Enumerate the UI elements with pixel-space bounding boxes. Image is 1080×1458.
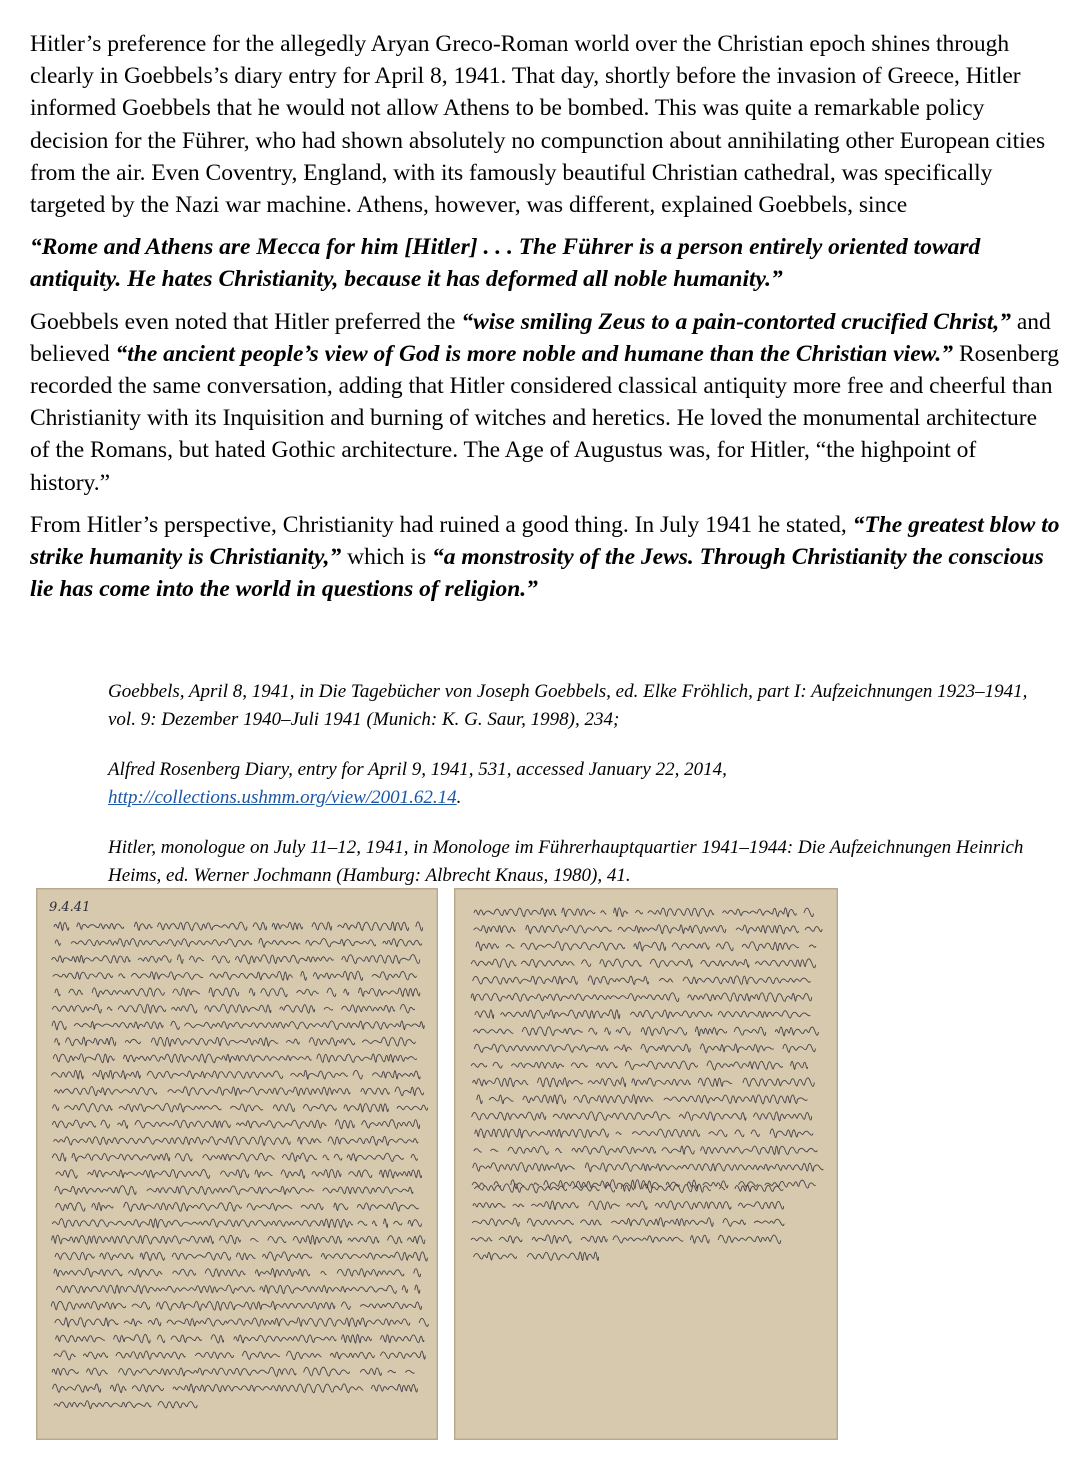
footnote-2-text: Alfred Rosenberg Diary, entry for April 9, 1941, 531, accessed January 22, 2014, xyxy=(108,759,727,780)
handwriting-line xyxy=(476,942,816,951)
handwriting-line xyxy=(472,1218,784,1227)
footnote-1 xyxy=(30,678,1050,734)
handwriting-line xyxy=(54,1087,423,1096)
footnote-1-text: Goebbels, April 8, 1941, in Die Tagebücher von Joseph Goebbels, ed. Elke Fröhlich, part I: Aufzeichnungen 1923–1941, vol. 9: Dezember 1940–Juli 1941 (Munich: K. G. Saur, 1998), 234; xyxy=(108,681,1028,730)
handwriting-line xyxy=(54,1268,421,1277)
handwriting-line xyxy=(52,1021,424,1030)
handwriting-line xyxy=(56,1202,419,1211)
handwriting-line xyxy=(473,1163,824,1172)
p3-text-2: which is xyxy=(341,544,432,571)
handwriting-line xyxy=(51,1301,421,1310)
handwriting-line xyxy=(55,1037,416,1046)
handwriting-line xyxy=(53,1384,426,1393)
handwriting-line xyxy=(477,1095,808,1104)
handwriting-line xyxy=(55,1252,427,1261)
handwriting-line xyxy=(52,1235,425,1244)
handwriting-line xyxy=(51,1070,420,1079)
diary-scan-right xyxy=(454,888,838,1440)
paragraph-2 xyxy=(30,306,1060,499)
handwriting-line xyxy=(55,1186,419,1195)
handwriting-line xyxy=(474,1252,599,1260)
handwriting-line xyxy=(55,988,420,997)
footnote-3 xyxy=(30,834,1050,890)
handwriting-line xyxy=(53,1054,417,1063)
handwriting-line xyxy=(55,1318,436,1327)
handwriting-line xyxy=(52,955,430,964)
p2-quote-1: “wise smiling Zeus to a pain-contorted crucified Christ,” xyxy=(461,308,1011,335)
footnote-2-link[interactable]: http://collections.ushmm.org/view/2001.62.14 xyxy=(108,787,457,808)
handwriting-line xyxy=(56,1334,424,1343)
p2-text-3: Rosenberg recorded the same conversation, adding that Hitler considered classical antiquity more free and cheerful than Christianity with its Inquisition and burning of witches and heretics. He loved the monumental architecture of the Romans, but hated Gothic architecture. The Age of Augustus was, for Hitler, “the highpoint of history.” xyxy=(30,340,1060,496)
paragraph-3 xyxy=(30,509,1060,606)
handwriting-line xyxy=(474,925,822,934)
handwriting-line xyxy=(472,1112,812,1121)
p2-text-2: and believed xyxy=(30,308,1051,367)
handwriting-line xyxy=(473,1078,815,1087)
handwriting-line xyxy=(474,1044,815,1053)
handwriting-line xyxy=(471,993,812,1002)
p2-text-1: Goebbels even noted that Hitler preferred the xyxy=(30,308,462,335)
p3-quote-2: “a monstrosity of the Jews. Through Christianity the conscious lie has come into the world in questions of religion.” xyxy=(30,544,1044,603)
handwriting-line xyxy=(56,1169,422,1178)
handwriting-line xyxy=(54,922,423,931)
handwriting-right xyxy=(455,889,837,1439)
handwriting-line xyxy=(474,908,814,917)
diary-scan-left xyxy=(36,888,438,1440)
handwriting-line xyxy=(53,971,417,980)
handwriting-line xyxy=(54,1401,208,1409)
handwriting-line xyxy=(471,959,815,968)
footnote-2 xyxy=(30,756,1050,812)
paragraph-1: Hitler’s preference for the allegedly Aryan Greco-Roman world over the Christian epoch shines through clearly in Goebbels’s diary entry for April 8, 1941. That day, shortly before the invasion of Greece, Hitler informed Goebbels that he would not allow Athens to be bombed. This was quite a remarkable policy decision for the Führer, who had shown absolutely no compunction about annihilating other European cities from the air. Even Coventry, England, with its famously beautiful Christian cathedral, was specifically targeted by the Nazi war machine. Athens, however, was different, explained Goebbels, since xyxy=(30,31,1046,219)
handwriting-line xyxy=(52,1120,419,1129)
handwriting-line xyxy=(471,1235,781,1244)
handwriting-line xyxy=(52,1219,421,1228)
handwriting-line xyxy=(473,1201,784,1210)
handwriting-line xyxy=(56,1285,419,1294)
handwriting-line xyxy=(52,1153,417,1162)
scan-left-date: 9.4.41 xyxy=(49,900,91,915)
handwriting-line xyxy=(475,1010,810,1019)
handwriting-line xyxy=(54,1351,425,1360)
p3-text-1: From Hitler’s perspective, Christianity had ruined a good thing. In July 1941 he stated, xyxy=(30,511,853,538)
handwriting-line xyxy=(54,1136,418,1145)
handwriting-line xyxy=(55,938,422,947)
quote-1: “Rome and Athens are Mecca for him [Hitler] . . . The Führer is a person entirely oriented toward antiquity. He hates Christianity, because it has deformed all noble humanity.” xyxy=(30,234,981,293)
main-text xyxy=(30,28,1060,605)
footnote-3-text: Hitler, monologue on July 11–12, 1941, in Monologe im Führerhauptquartier 1941–1944: Die Aufzeichnungen Heinrich Heims, ed. Werner Jochmann (Hamburg: Albrecht Knaus, 1980), 41. xyxy=(108,837,1024,886)
p2-quote-2: “the ancient people’s view of God is more noble and humane than the Christian view.” xyxy=(115,340,954,367)
handwriting-line xyxy=(474,1027,830,1036)
handwriting-line xyxy=(474,1146,818,1155)
handwriting-line xyxy=(473,976,811,985)
handwriting-left xyxy=(37,889,437,1439)
p3-quote-1: “The greatest blow to strike humanity is Christianity,” xyxy=(30,511,1060,571)
footnotes xyxy=(30,678,1050,890)
handwriting-line xyxy=(53,1103,428,1112)
handwriting-line xyxy=(472,1180,815,1189)
handwriting-line xyxy=(52,1004,414,1013)
footnote-2-end: . xyxy=(456,787,462,808)
handwriting-line xyxy=(475,1129,819,1138)
handwriting-line xyxy=(471,1061,815,1070)
handwriting-line xyxy=(52,1367,415,1376)
